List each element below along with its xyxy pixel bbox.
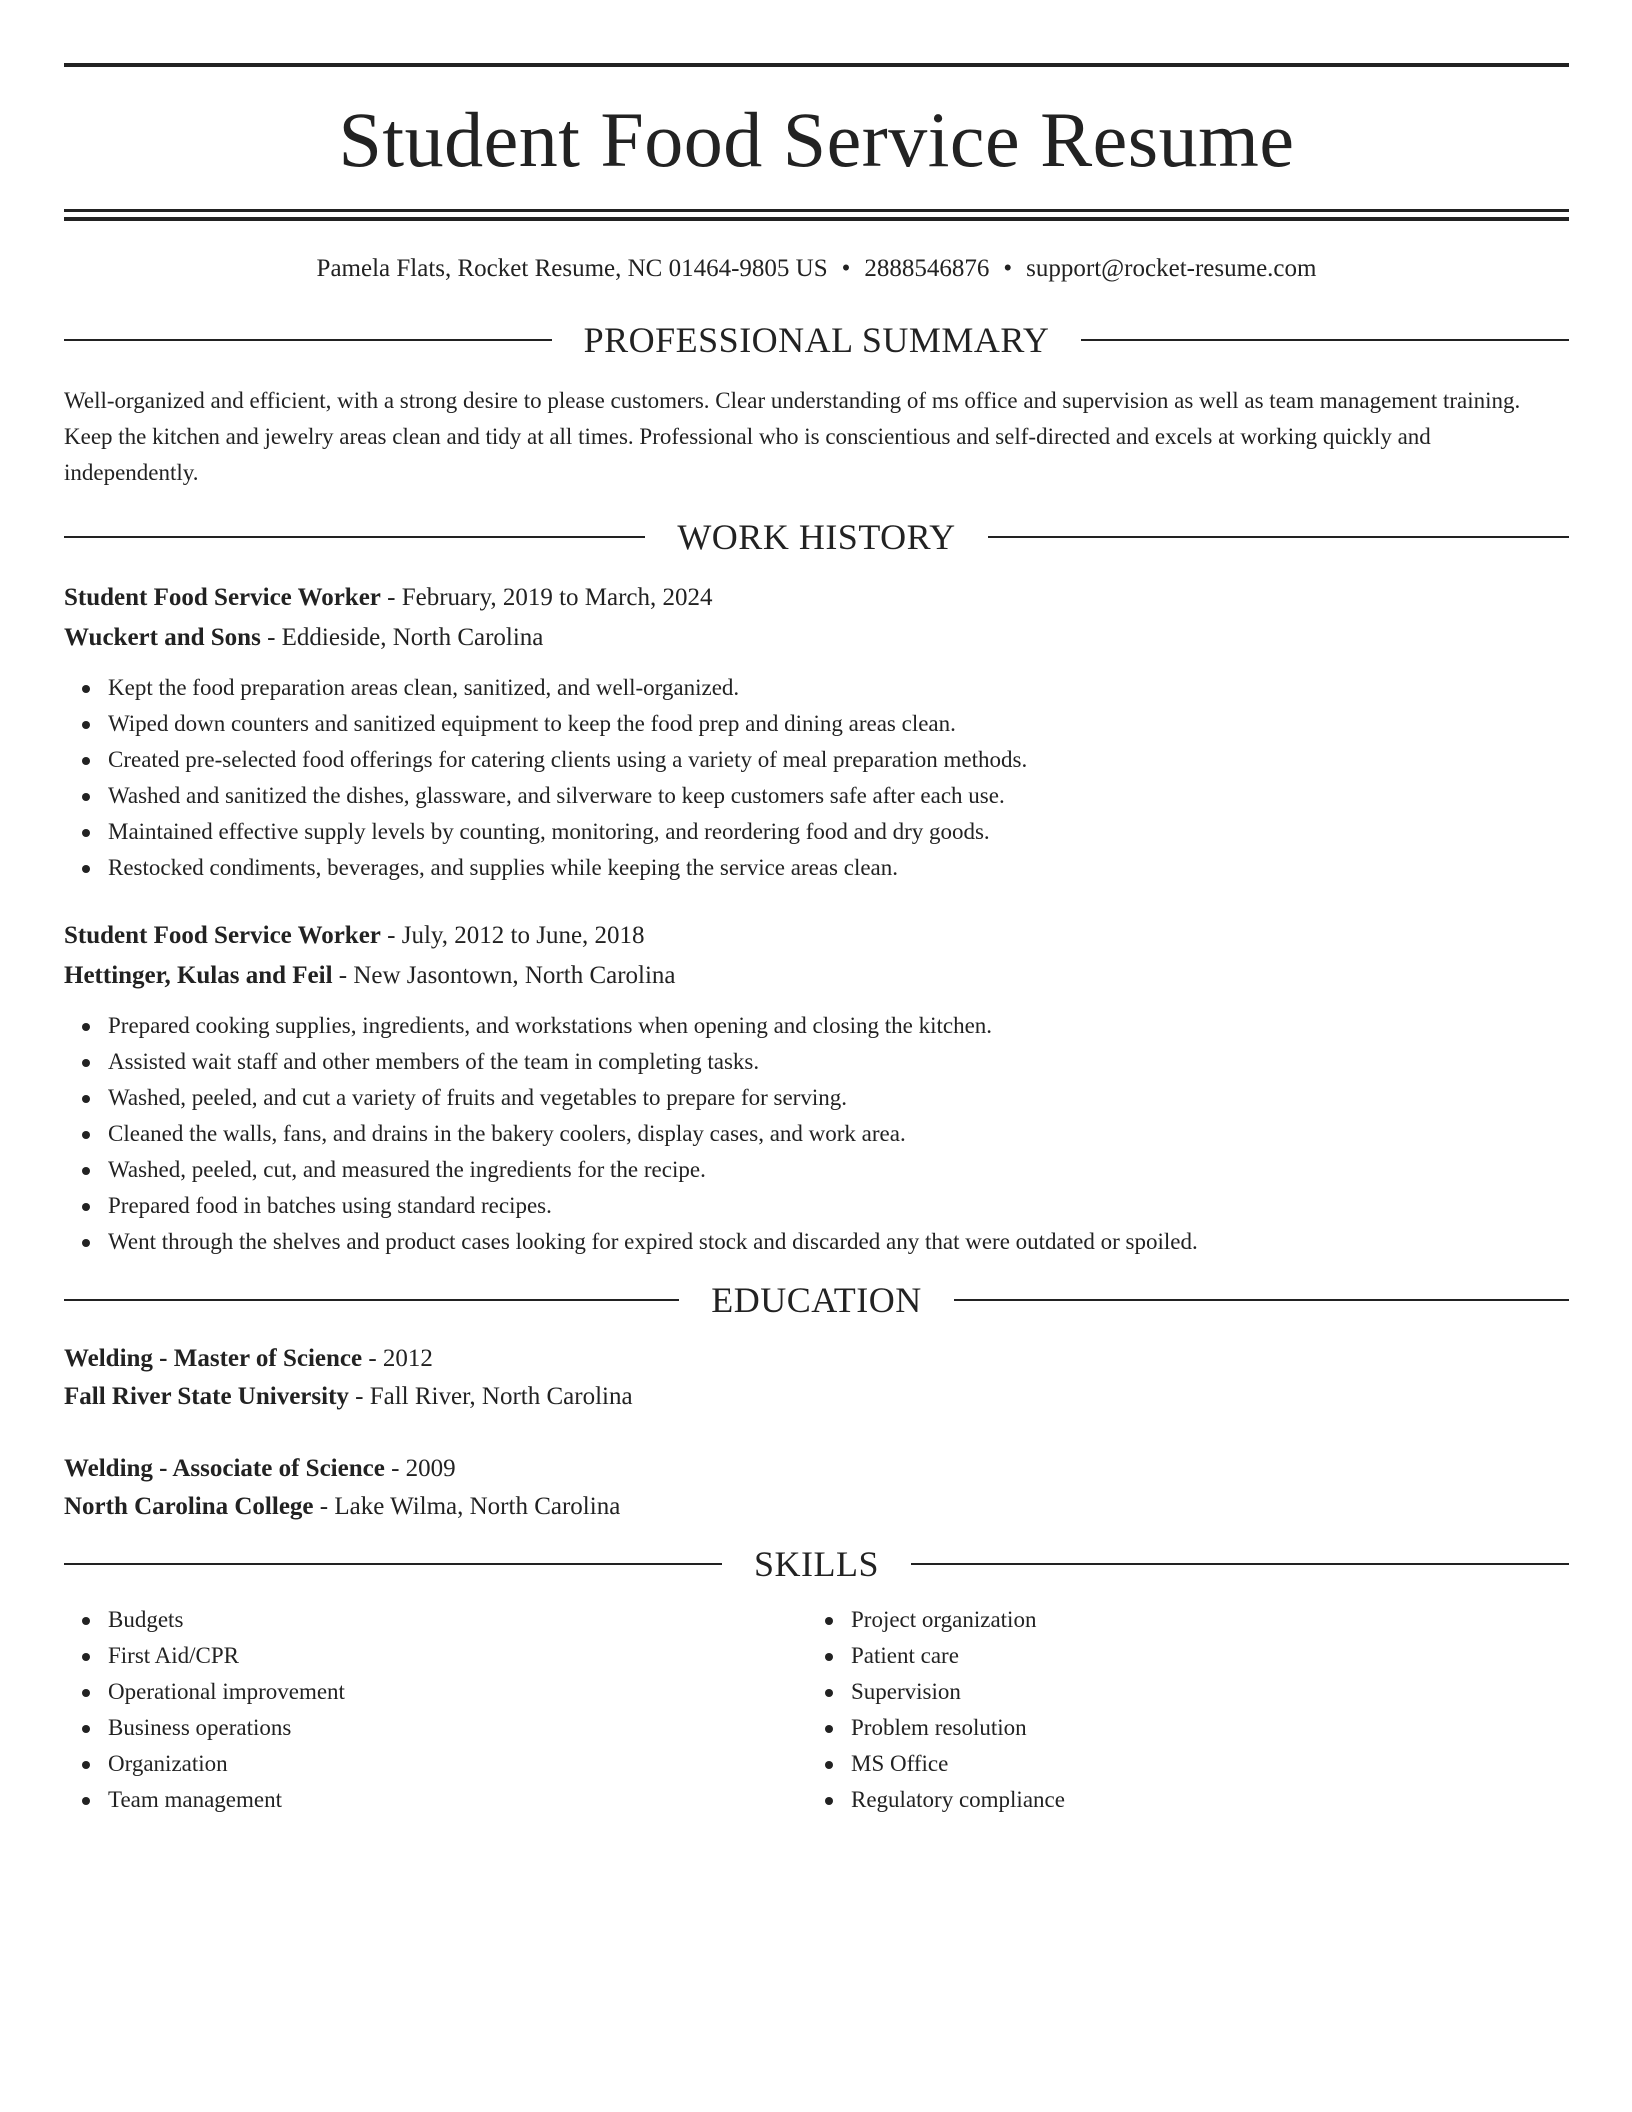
degree-line — [64, 1450, 1569, 1488]
section-title: WORK HISTORY — [677, 517, 956, 557]
degree-year: - 2009 — [384, 1455, 456, 1482]
section-title: EDUCATION — [711, 1280, 922, 1320]
summary-text: Well-organized and efficient, with a strong desire to please customers. Clear understanding of ms office and supervision as well as team management training. Keep the kitchen and jewelry areas clean and tidy at all times. Professional who is conscientious and self-directed and excels at working quickly and independently. — [64, 388, 1521, 485]
job-title-line — [64, 916, 1569, 956]
list-item: Washed and sanitized the dishes, glassware, and silverware to keep customers safe after each use. — [108, 778, 1569, 814]
contact-address: Pamela Flats, Rocket Resume, NC 01464-9805 US — [316, 255, 828, 282]
school: Fall River State University — [64, 1383, 349, 1410]
heading-rule-left — [64, 1563, 722, 1565]
job-location: - Eddieside, North Carolina — [260, 624, 544, 651]
heading-rule-left — [64, 1299, 679, 1301]
school-location: - Fall River, North Carolina — [348, 1383, 633, 1410]
list-item: Prepared food in batches using standard recipes. — [108, 1188, 1569, 1224]
list-item: Wiped down counters and sanitized equipment to keep the food prep and dining areas clean. — [108, 706, 1569, 742]
skill-item: Business operations — [108, 1710, 807, 1746]
skills-column-right — [807, 1602, 1550, 1818]
school: North Carolina College — [64, 1493, 314, 1520]
resume-page — [64, 63, 1569, 1818]
skill-item: First Aid/CPR — [108, 1638, 807, 1674]
skill-item: Regulatory compliance — [851, 1782, 1550, 1818]
degree-line — [64, 1340, 1569, 1378]
education-entry — [64, 1450, 1569, 1526]
heading-rule-right — [988, 536, 1569, 538]
job-employer: Hettinger, Kulas and Feil — [64, 962, 333, 989]
skills-column-left — [64, 1602, 807, 1818]
skill-item: Organization — [108, 1746, 807, 1782]
list-item: Created pre-selected food offerings for catering clients using a variety of meal preparation methods. — [108, 742, 1569, 778]
skill-item: Operational improvement — [108, 1674, 807, 1710]
job-title: Student Food Service Worker — [64, 922, 381, 949]
job-employer-line — [64, 618, 1569, 658]
heading-rule-right — [1081, 339, 1569, 341]
job-employer: Wuckert and Sons — [64, 624, 261, 651]
education-entry — [64, 1340, 1569, 1416]
heading-rule-left — [64, 339, 552, 341]
list-item: Assisted wait staff and other members of the team in completing tasks. — [108, 1044, 1569, 1080]
job-dates: - July, 2012 to June, 2018 — [380, 922, 645, 949]
list-item: Maintained effective supply levels by counting, monitoring, and reordering food and dry goods. — [108, 814, 1569, 850]
list-item: Washed, peeled, and cut a variety of fruits and vegetables to prepare for serving. — [108, 1080, 1569, 1116]
heading-rule-right — [954, 1299, 1569, 1301]
degree: Welding - Master of Science — [64, 1345, 363, 1372]
skills-heading — [64, 1546, 1569, 1582]
degree: Welding - Associate of Science — [64, 1455, 385, 1482]
job-title-line — [64, 578, 1569, 618]
list-item: Cleaned the walls, fans, and drains in the bakery coolers, display cases, and work area. — [108, 1116, 1569, 1152]
contact-separator: • — [841, 255, 851, 282]
job-entry — [64, 578, 1569, 886]
job-duties-list — [64, 670, 1569, 886]
education-heading — [64, 1282, 1569, 1318]
title-double-rule — [64, 209, 1569, 221]
list-item: Went through the shelves and product cases looking for expired stock and discarded any that were outdated or spoiled. — [108, 1224, 1569, 1260]
job-location: - New Jasontown, North Carolina — [332, 962, 676, 989]
summary-heading — [64, 322, 1569, 358]
job-entry — [64, 916, 1569, 1260]
school-line — [64, 1378, 1569, 1416]
skill-item: Budgets — [108, 1602, 807, 1638]
skills-list — [807, 1602, 1550, 1818]
heading-rule-right — [911, 1563, 1569, 1565]
job-duties-list — [64, 1008, 1569, 1260]
contact-line — [64, 254, 1569, 284]
skill-item: Supervision — [851, 1674, 1550, 1710]
list-item: Washed, peeled, cut, and measured the ingredients for the recipe. — [108, 1152, 1569, 1188]
list-item: Kept the food preparation areas clean, sanitized, and well-organized. — [108, 670, 1569, 706]
section-title: SKILLS — [754, 1544, 880, 1584]
school-location: - Lake Wilma, North Carolina — [313, 1493, 621, 1520]
section-title: PROFESSIONAL SUMMARY — [583, 320, 1050, 360]
resume-title: Student Food Service Resume — [338, 96, 1295, 183]
heading-rule-left — [64, 536, 645, 538]
skill-item: Patient care — [851, 1638, 1550, 1674]
skill-item: Project organization — [851, 1602, 1550, 1638]
school-line — [64, 1488, 1569, 1526]
job-employer-line — [64, 956, 1569, 996]
work-history-heading — [64, 519, 1569, 555]
degree-year: - 2012 — [362, 1345, 433, 1372]
contact-phone: 2888546876 — [864, 255, 990, 282]
job-dates: - February, 2019 to March, 2024 — [380, 584, 713, 611]
list-item: Restocked condiments, beverages, and supplies while keeping the service areas clean. — [108, 850, 1569, 886]
job-title: Student Food Service Worker — [64, 584, 381, 611]
contact-separator: • — [1003, 255, 1013, 282]
skill-item: Team management — [108, 1782, 807, 1818]
contact-email: support@rocket-resume.com — [1026, 255, 1317, 282]
top-rule — [64, 63, 1569, 67]
list-item: Prepared cooking supplies, ingredients, and workstations when opening and closing the kitchen. — [108, 1008, 1569, 1044]
skills-list — [64, 1602, 807, 1818]
skill-item: MS Office — [851, 1746, 1550, 1782]
skills-grid — [64, 1602, 1569, 1818]
skill-item: Problem resolution — [851, 1710, 1550, 1746]
